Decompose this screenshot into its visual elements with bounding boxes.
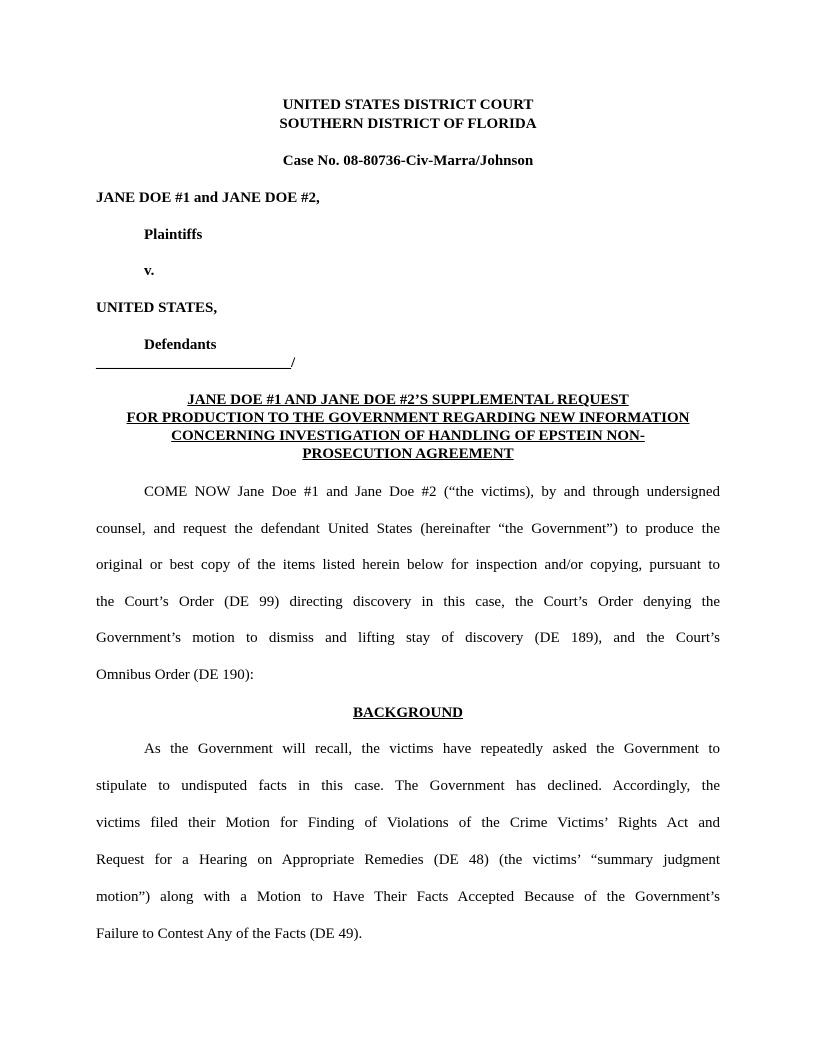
court-district: SOUTHERN DISTRICT OF FLORIDA [279, 116, 537, 132]
defendant-name: UNITED STATES, [96, 300, 218, 316]
paragraph-line: original or best copy of the items listed herein below for inspection and/or copying, pursuant to [96, 557, 720, 573]
court-name: UNITED STATES DISTRICT COURT [282, 97, 534, 113]
document-title-text-4: PROSECUTION AGREEMENT [302, 446, 514, 462]
document-title-text-3: CONCERNING INVESTIGATION OF HANDLING OF EPSTEIN NON- [171, 428, 645, 444]
section-heading-text: BACKGROUND [352, 705, 463, 721]
paragraph-line: victims filed their Motion for Finding of Violations of the Crime Victims’ Rights Act and [96, 815, 720, 831]
document-page [96, 0, 720, 1056]
document-title-text-2: FOR PRODUCTION TO THE GOVERNMENT REGARDING NEW INFORMATION [126, 410, 690, 426]
paragraph-line: motion”) along with a Motion to Have Their Facts Accepted Because of the Government’s [96, 889, 720, 905]
defendants-label: Defendants [144, 337, 217, 353]
document-title-line-4 [96, 445, 720, 463]
paragraph-line: Request for a Hearing on Appropriate Remedies (DE 48) (the victims’ “summary judgment [96, 852, 720, 868]
case-number: Case No. 08-80736-Civ-Marra/Johnson [282, 153, 534, 169]
paragraph-line: Failure to Contest Any of the Facts (DE 49). [96, 926, 363, 942]
document-title-text-1: JANE DOE #1 AND JANE DOE #2’S SUPPLEMENTAL REQUEST [187, 392, 629, 408]
paragraph-line: Government’s motion to dismiss and lifting stay of discovery (DE 189), and the Court’s [96, 630, 720, 646]
plaintiffs-names: JANE DOE #1 and JANE DOE #2, [96, 190, 320, 206]
document-title-line-1 [96, 391, 720, 409]
paragraph-line: counsel, and request the defendant United States (hereinafter “the Government”) to produce the [96, 521, 720, 537]
paragraph-line: As the Government will recall, the victims have repeatedly asked the Government to [144, 741, 720, 757]
section-heading [96, 704, 720, 722]
caption-signature-rule: __________________________/ [96, 355, 296, 371]
versus-label: v. [144, 263, 155, 279]
paragraph-line: COME NOW Jane Doe #1 and Jane Doe #2 (“the victims), by and through undersigned [144, 484, 720, 500]
document-title-line-2 [96, 409, 720, 427]
paragraph-line: Omnibus Order (DE 190): [96, 667, 254, 683]
document-title-line-3 [96, 427, 720, 445]
paragraph-line: stipulate to undisputed facts in this case. The Government has declined. Accordingly, the [96, 778, 720, 794]
paragraph-line: the Court’s Order (DE 99) directing discovery in this case, the Court’s Order denying the [96, 594, 720, 610]
plaintiffs-label: Plaintiffs [144, 227, 203, 243]
